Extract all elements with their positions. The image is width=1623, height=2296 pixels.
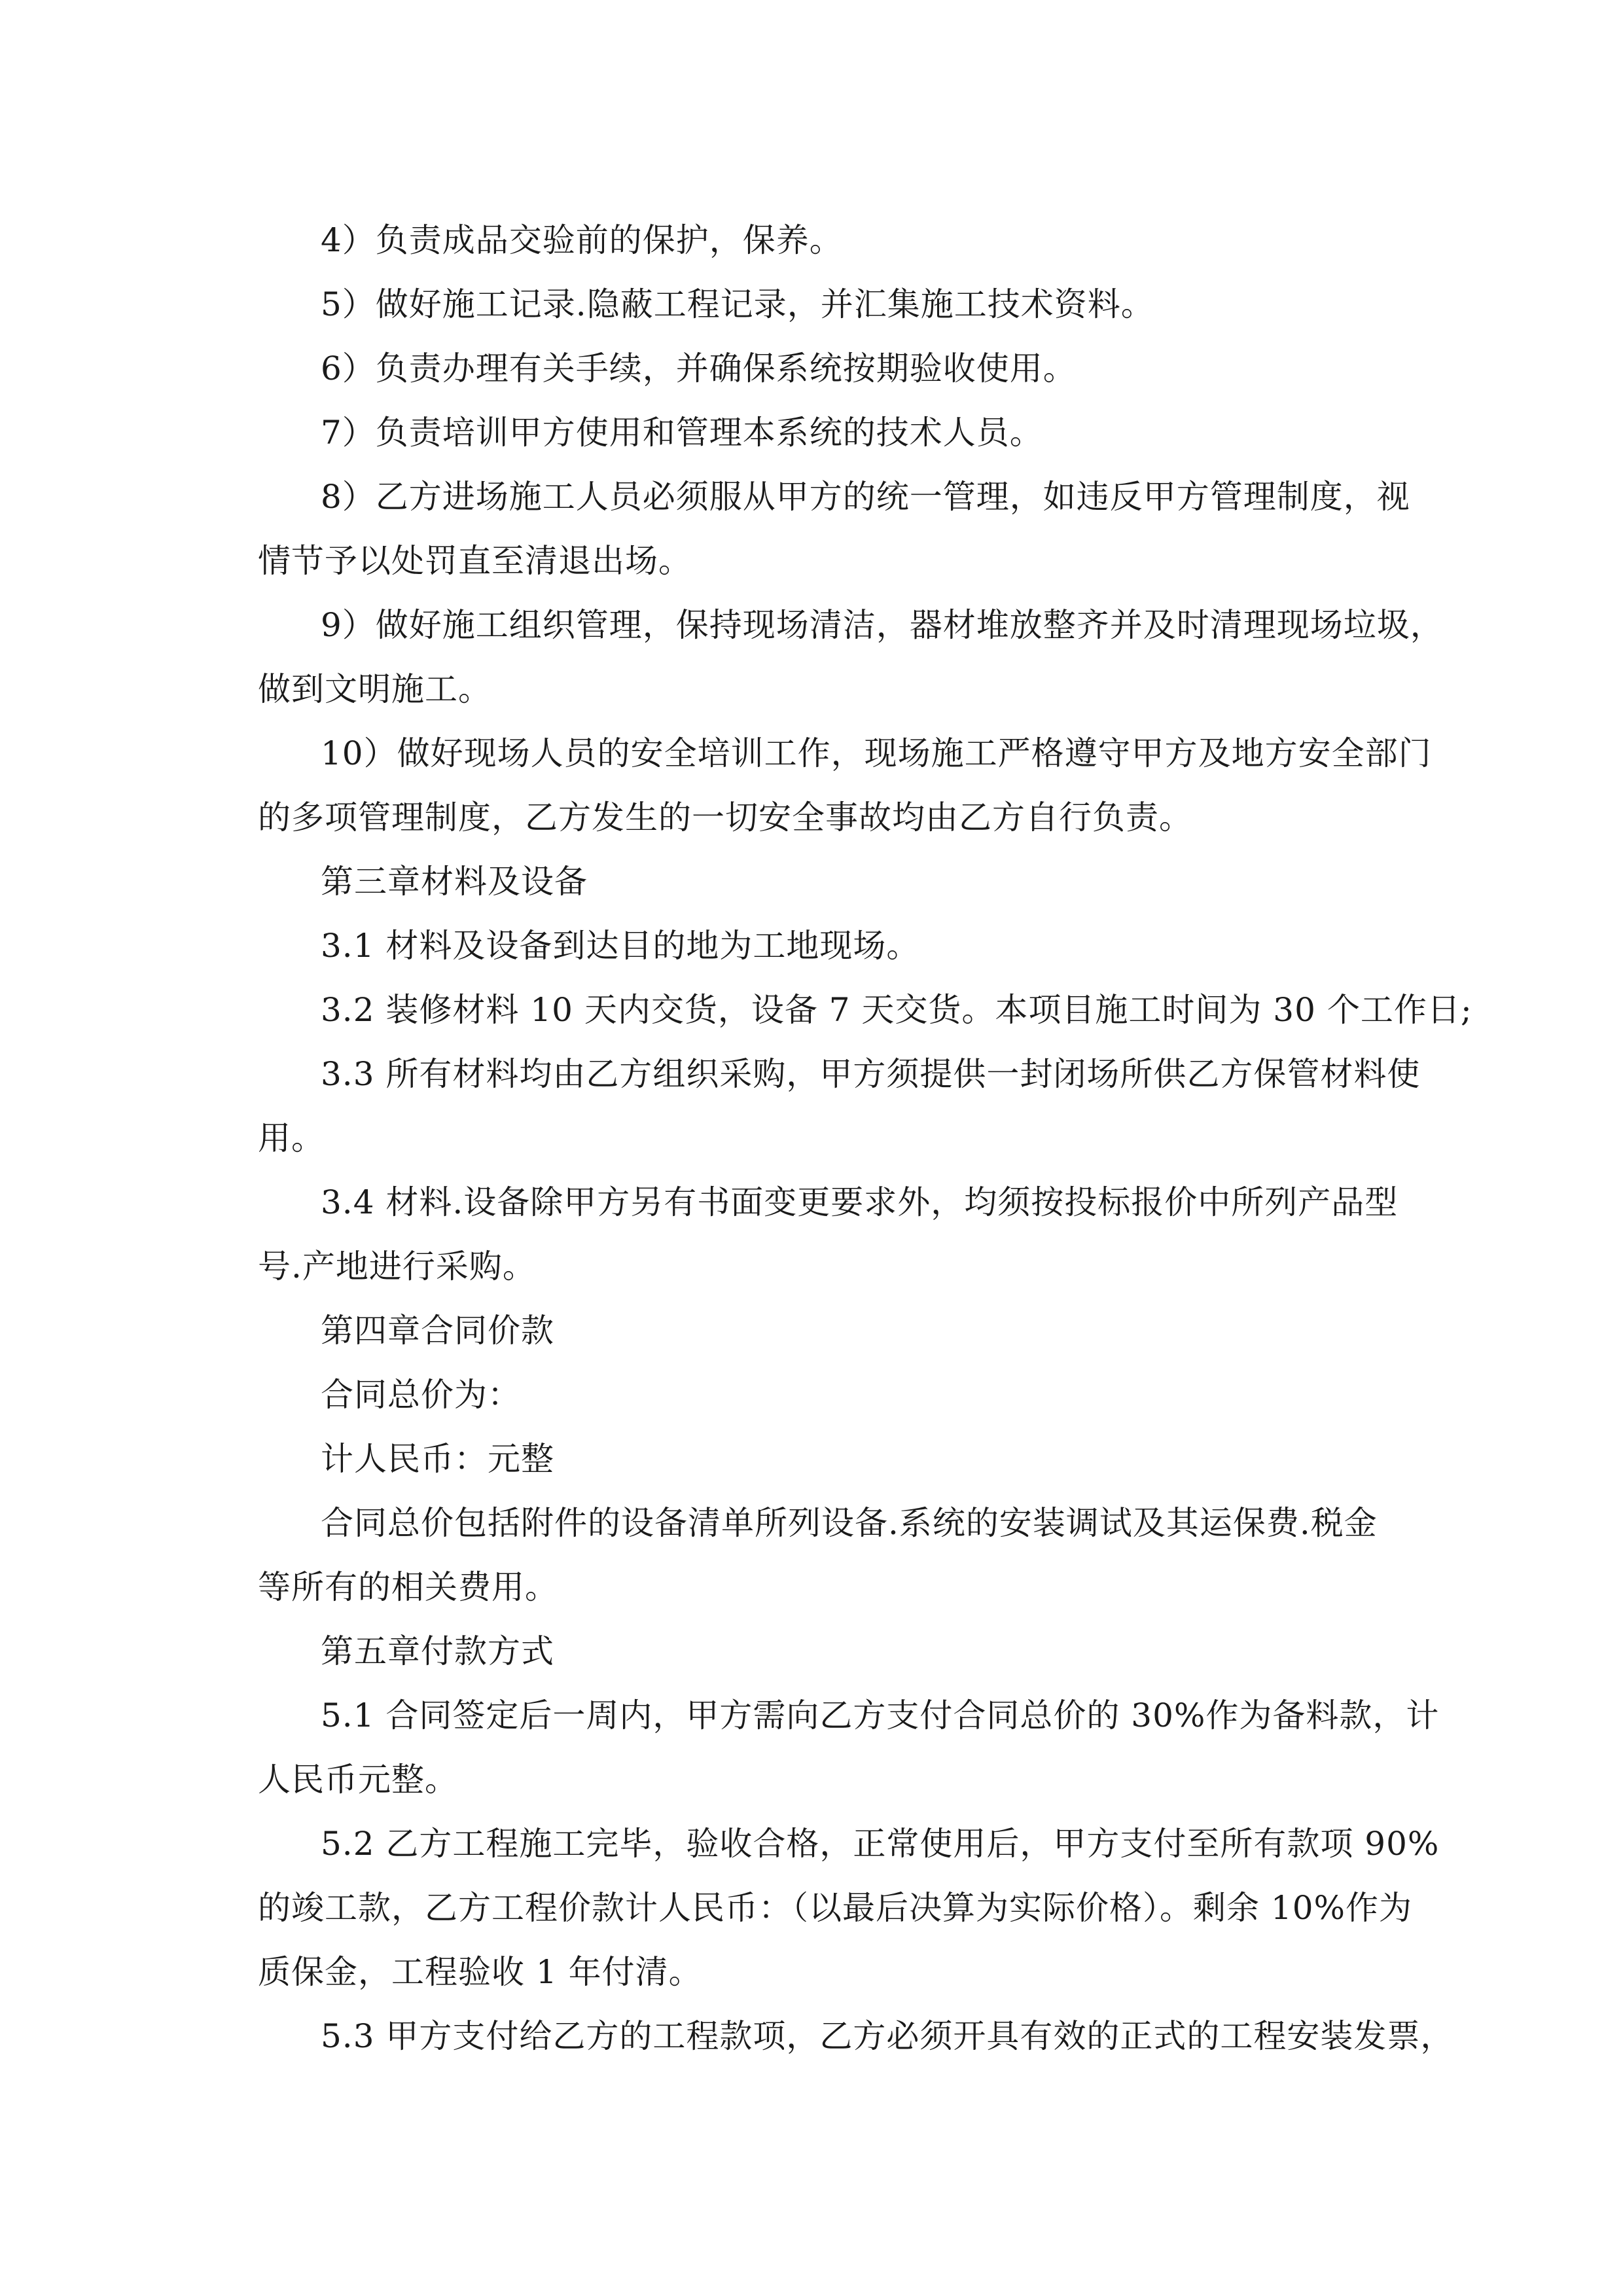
chapter-3-heading — [321, 850, 1400, 914]
clause-7 — [321, 401, 1400, 465]
clause-6-line-1: 6）负责办理有关手续，并确保系统按期验收使用。 — [321, 350, 1077, 387]
clause-9-line-1: 9）做好施工组织管理，保持现场清洁，器材堆放整齐并及时清理现场垃圾， — [321, 606, 1444, 644]
section-5-3-line-1: 5.3 甲方支付给乙方的工程款项，乙方必须开具有效的正式的工程安装发票， — [321, 2017, 1454, 2055]
section-3-1 — [321, 914, 1400, 978]
section-5-2 — [258, 1812, 1440, 2004]
clause-6 — [321, 336, 1400, 401]
clause-9 — [258, 593, 1444, 721]
price-inclusion-line-2: 等所有的相关费用。 — [258, 1568, 558, 1606]
section-5-1-line-2: 人民币元整。 — [258, 1761, 458, 1799]
clause-8-line-2: 情节予以处罚直至清退出场。 — [258, 542, 692, 580]
section-3-2 — [321, 978, 1472, 1042]
contract-text-body — [258, 208, 1472, 2068]
section-5-2-line-2: 的竣工款，乙方工程价款计人民币：（以最后决算为实际价格）。剩余 10%作为 — [258, 1889, 1413, 1927]
clause-10 — [258, 721, 1432, 850]
clause-9-line-2: 做到文明施工。 — [258, 670, 491, 708]
clause-7-line-1: 7）负责培训甲方使用和管理本系统的技术人员。 — [321, 414, 1043, 452]
chapter-5-title: 第五章付款方式 — [321, 1632, 554, 1670]
price-inclusion-line-1: 合同总价包括附件的设备清单所列设备.系统的安装调试及其运保费.税金 — [321, 1504, 1378, 1542]
contract-total-line: 合同总价为： — [321, 1376, 521, 1414]
clause-5-line-1: 5）做好施工记录.隐蔽工程记录，并汇集施工技术资料。 — [321, 285, 1154, 323]
section-3-3-line-2: 用。 — [258, 1119, 325, 1157]
clause-8-line-1: 8）乙方进场施工人员必须服从甲方的统一管理，如违反甲方管理制度，视 — [321, 478, 1410, 516]
chapter-3-title: 第三章材料及设备 — [321, 863, 588, 901]
chapter-4-title: 第四章合同价款 — [321, 1312, 554, 1350]
section-3-3-line-1: 3.3 所有材料均由乙方组织采购，甲方须提供一封闭场所供乙方保管材料使 — [321, 1055, 1421, 1093]
price-inclusion-clause — [258, 1491, 1400, 1619]
chapter-4-heading — [321, 1299, 1400, 1363]
section-3-4-line-2: 号.产地进行采购。 — [258, 1247, 536, 1285]
section-3-2-line-1: 3.2 装修材料 10 天内交货，设备 7 天交货。本项目施工时间为 30 个工作日; — [321, 991, 1472, 1029]
chapter-5-heading — [321, 1619, 1400, 1683]
contract-total-label — [321, 1363, 1400, 1427]
section-5-3 — [321, 2004, 1454, 2068]
rmb-amount-line: 计人民币：元整 — [321, 1440, 554, 1478]
clause-5 — [321, 272, 1400, 336]
section-5-2-line-1: 5.2 乙方工程施工完毕，验收合格，正常使用后，甲方支付至所有款项 90% — [321, 1825, 1440, 1863]
section-3-1-line-1: 3.1 材料及设备到达目的地为工地现场。 — [321, 927, 920, 965]
section-3-3 — [258, 1042, 1421, 1170]
clause-10-line-1: 10）做好现场人员的安全培训工作，现场施工严格遵守甲方及地方安全部门 — [321, 734, 1432, 772]
clause-4 — [321, 208, 1400, 272]
section-5-1-line-1: 5.1 合同签定后一周内，甲方需向乙方支付合同总价的 30%作为备料款，计 — [321, 1696, 1440, 1734]
section-5-2-line-3: 质保金，工程验收 1 年付清。 — [258, 1953, 702, 1991]
section-3-4 — [258, 1170, 1400, 1299]
clause-10-line-2: 的多项管理制度，乙方发生的一切安全事故均由乙方自行负责。 — [258, 798, 1192, 836]
rmb-amount-label — [321, 1427, 1400, 1491]
clause-8 — [258, 465, 1410, 593]
section-5-1 — [258, 1683, 1440, 1812]
section-3-4-line-1: 3.4 材料.设备除甲方另有书面变更要求外，均须按投标报价中所列产品型 — [321, 1183, 1399, 1221]
clause-4-line-1: 4）负责成品交验前的保护，保养。 — [321, 221, 843, 259]
